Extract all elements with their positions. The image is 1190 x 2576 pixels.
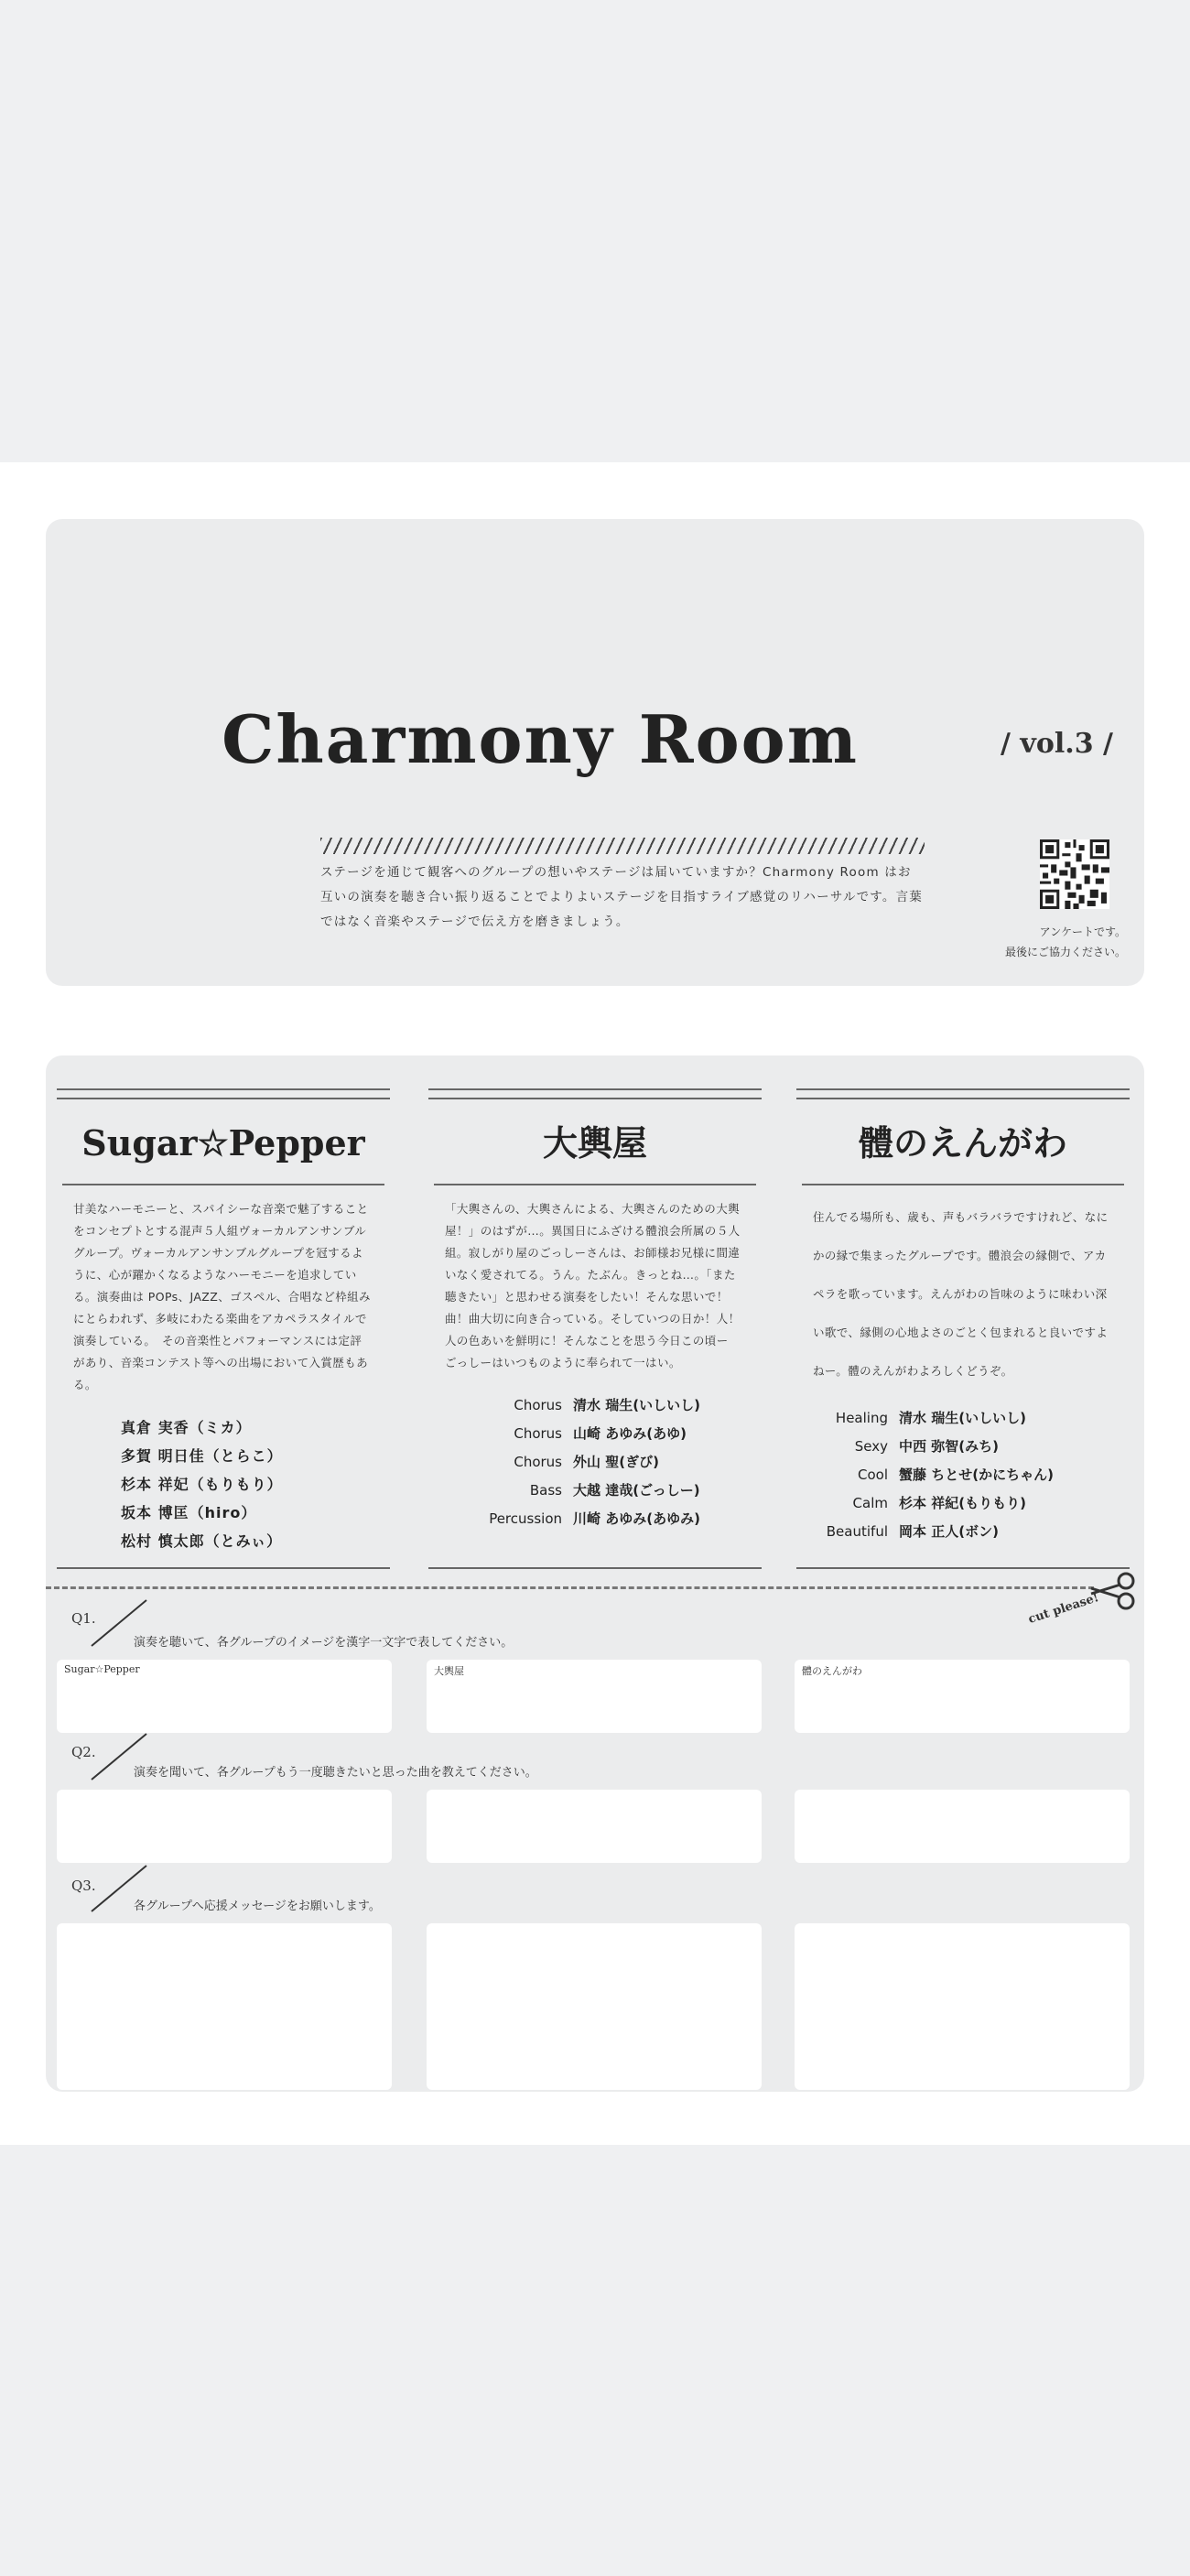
qr-code-icon[interactable]	[1040, 839, 1109, 909]
member-part: Chorus	[514, 1453, 562, 1470]
member-part: Beautiful	[826, 1522, 888, 1540]
rule	[428, 1567, 762, 1569]
member-part: Cool	[858, 1466, 888, 1483]
cut-label: cut please!	[1026, 1591, 1101, 1627]
box-label: 體のえんがわ	[802, 1665, 862, 1677]
q3-answer-box-1[interactable]	[57, 1923, 392, 2090]
q1-label: Q1.	[71, 1610, 96, 1627]
member: 坂本 博匡（hiro）	[121, 1504, 257, 1521]
cut-line	[46, 1586, 1094, 1589]
member	[428, 1447, 762, 1476]
group-description: 住んでる場所も、歳も、声もバラバラですけれど、なにかの縁で集まったグループです。體浪会の縁側で、アカペラを歌っています。えんがわの旨味のように味わい深い歌で、縁側の心地よさのごとく包まれると良いですよねー。體のえんがわよろしくどうぞ。	[813, 1210, 1109, 1378]
member-name: 山崎 あゆみ(あゆ)	[573, 1425, 687, 1442]
box-label: 大輿屋	[434, 1665, 464, 1677]
q2-label: Q2.	[71, 1744, 96, 1760]
member-list	[796, 1403, 1130, 1545]
group-description: 甘美なハーモニーと、スパイシーな音楽で魅了することをコンセプトとする混声５人組ヴォーカルアンサンブルグループ。ヴォーカルアンサンブルグループを冠するように、心が躍かくなるようなハーモニーを追求している。演奏曲は POPs、JAZZ、ゴスペル、合唱など枠組みにとらわれず、多岐にわたる楽曲をアカペラスタイルで演奏している。 その音楽性とパフォーマンスには定評があり、音楽コンテスト等への出場において入賞歴もある。	[73, 1202, 371, 1391]
q1-text: 演奏を聴いて、各グループのイメージを漢字一文字で表してください。	[134, 1636, 514, 1650]
double-rule	[796, 1088, 1130, 1099]
qr-note-line-1: アンケートです。	[1039, 925, 1126, 938]
member-part: Calm	[852, 1494, 888, 1511]
group-name: Sugar☆Pepper	[81, 1122, 365, 1164]
member-name: 清水 瑞生(いしいし)	[899, 1410, 1026, 1426]
member	[796, 1517, 1130, 1545]
member-name: 中西 弥智(みち)	[899, 1438, 999, 1455]
member: 真倉 実香（ミカ）	[121, 1419, 252, 1436]
member-part: Sexy	[854, 1437, 888, 1455]
member-name: 外山 聖(ぎび)	[573, 1454, 659, 1470]
rule	[802, 1184, 1124, 1185]
member-part: Chorus	[514, 1424, 562, 1442]
member-name: 大越 達哉(ごっしー)	[573, 1482, 700, 1499]
survey-card	[46, 1055, 1144, 2092]
page-title: Charmony Room	[222, 700, 859, 778]
rule	[434, 1184, 756, 1185]
member: 杉本 祥妃（もりもり）	[121, 1476, 283, 1493]
qr-note-line-2: 最後にご協力ください。	[1004, 946, 1126, 958]
member-part: Percussion	[489, 1510, 562, 1527]
q2-answer-box-1[interactable]	[57, 1790, 392, 1863]
rule	[57, 1567, 390, 1569]
member: 多賀 明日佳（とらこ）	[121, 1447, 283, 1465]
group-karada-no-engawa	[796, 1088, 1130, 1545]
double-rule	[57, 1088, 390, 1099]
member-name: 蟹藤 ちとせ(かにちゃん)	[899, 1467, 1054, 1483]
box-label: Sugar☆Pepper	[64, 1663, 140, 1675]
member-list	[57, 1412, 390, 1554]
member	[796, 1403, 1130, 1432]
member-name: 杉本 祥紀(もりもり)	[899, 1495, 1026, 1511]
member: 松村 慎太郎（とみぃ）	[121, 1532, 283, 1550]
q1-answer-box-2[interactable]	[427, 1660, 762, 1733]
volume-label: / vol.3 /	[1001, 728, 1113, 760]
header-card	[46, 519, 1144, 986]
group-name: 大輿屋	[542, 1122, 647, 1164]
intro-text: ステージを通じて観客へのグループの想いやステージは届いていますか？Charmony Room はお互いの演奏を聴き合い振り返ることでよりよいステージを目指すライブ感覚のリハーサルです。言葉ではなく音楽やステージで伝え方を磨きましょう。	[320, 865, 923, 929]
member	[796, 1460, 1130, 1488]
qr-note	[989, 922, 1126, 962]
group-description: 「大輿さんの、大輿さんによる、大輿さんのための大輿屋！」のはずが…。異国日にふざける體浪会所属の５人組。寂しがり屋のごっしーさんは、お師様お兄様に間違いなく愛されてる。うん。たぶん。きっとね…。「また聴きたい」と思わせる演奏をしたい！そんな思いで！曲！曲大切に向き合っている。そしていつの日か！人！人の色あいを鮮明に！そんなことを思う今日この頃ー ごっしーはいつものように奉られて一はい。	[445, 1202, 752, 1369]
member-name: 川崎 あゆみ(あゆみ)	[573, 1510, 700, 1527]
group-ookoshiya	[428, 1088, 762, 1532]
member	[796, 1488, 1130, 1517]
q3-answer-box-3[interactable]	[795, 1923, 1130, 2090]
member-part: Healing	[835, 1409, 888, 1426]
member	[428, 1391, 762, 1419]
double-rule	[428, 1088, 762, 1099]
member	[428, 1419, 762, 1447]
q2-text: 演奏を聞いて、各グループもう一度聴きたいと思った曲を教えてください。	[134, 1766, 537, 1780]
q1-answer-box-3[interactable]	[795, 1660, 1130, 1733]
q1-answer-box-1[interactable]	[57, 1660, 392, 1733]
slash-divider	[320, 838, 925, 854]
member-part: Chorus	[514, 1396, 562, 1413]
q2-answer-box-2[interactable]	[427, 1790, 762, 1863]
member-part: Bass	[529, 1481, 562, 1499]
group-name: 體のえんがわ	[858, 1122, 1067, 1164]
rule	[796, 1567, 1130, 1569]
q3-text: 各グループへ応援メッセージをお願いします。	[134, 1900, 381, 1913]
flyer-page	[0, 462, 1190, 2145]
member	[428, 1504, 762, 1532]
member-list	[428, 1391, 762, 1532]
member-name: 清水 瑞生(いしいし)	[573, 1397, 700, 1413]
q3-label: Q3.	[71, 1878, 96, 1894]
rule	[62, 1184, 384, 1185]
q2-answer-box-3[interactable]	[795, 1790, 1130, 1863]
q3-answer-box-2[interactable]	[427, 1923, 762, 2090]
group-sugar-pepper	[57, 1088, 390, 1554]
member	[428, 1476, 762, 1504]
member-name: 岡本 正人(ボン)	[899, 1523, 999, 1540]
member	[796, 1432, 1130, 1460]
